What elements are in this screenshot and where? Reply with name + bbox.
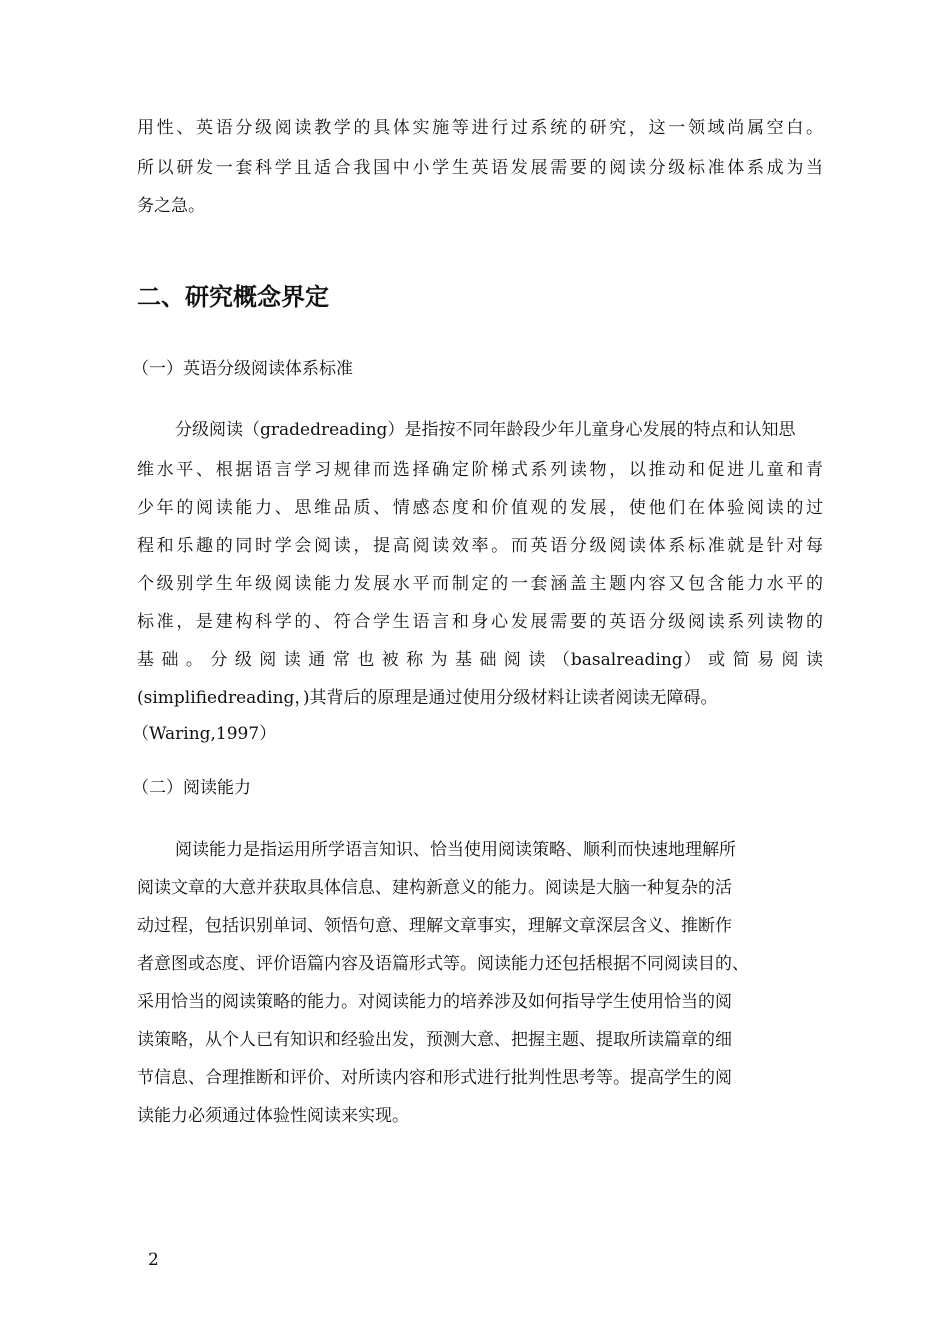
citation: （Waring,1997） <box>132 724 277 744</box>
paragraph-line: (simplifiedreading，)其背后的原理是通过使用分级材料让读者阅读无障碍。 <box>137 688 718 708</box>
subsection-title-2: （二）阅读能力 <box>132 778 251 798</box>
paragraph-line: 程和乐趣的同时学会阅读，提高阅读效率。而英语分级阅读体系标准就是针对每 <box>137 536 823 556</box>
section-heading: 二、研究概念界定 <box>137 283 329 311</box>
intro-line: 用性、英语分级阅读教学的具体实施等进行过系统的研究，这一领域尚属空白。 <box>137 118 823 138</box>
paragraph-line: 维水平、根据语言学习规律而选择确定阶梯式系列读物，以推动和促进儿童和青 <box>137 460 823 480</box>
paragraph-line: 阅读能力是指运用所学语言知识、恰当使用阅读策略、顺利而快速地理解所 <box>175 840 736 860</box>
paragraph-line: 者意图或态度、评价语篇内容及语篇形式等。阅读能力还包括根据不同阅读目的、 <box>137 954 749 974</box>
paragraph-line: 读能力必须通过体验性阅读来实现。 <box>137 1106 409 1126</box>
intro-line: 务之急。 <box>137 196 205 216</box>
page-number: 2 <box>148 1250 159 1270</box>
paragraph-line: 少年的阅读能力、思维品质、情感态度和价值观的发展，使他们在体验阅读的过 <box>137 498 823 518</box>
paragraph-line: 采用恰当的阅读策略的能力。对阅读能力的培养涉及如何指导学生使用恰当的阅 <box>137 992 732 1012</box>
paragraph-line: 读策略，从个人已有知识和经验出发，预测大意、把握主题、提取所读篇章的细 <box>137 1030 732 1050</box>
paragraph-line: 个级别学生年级阅读能力发展水平而制定的一套涵盖主题内容又包含能力水平的 <box>137 574 823 594</box>
paragraph-line: 节信息、合理推断和评价、对所读内容和形式进行批判性思考等。提高学生的阅 <box>137 1068 732 1088</box>
paragraph-line: 分级阅读（gradedreading）是指按不同年龄段少年儿童身心发展的特点和认知思 <box>175 420 796 440</box>
paragraph-line: 阅读文章的大意并获取具体信息、建构新意义的能力。阅读是大脑一种复杂的活 <box>137 878 732 898</box>
paragraph-line: 标准，是建构科学的、符合学生语言和身心发展需要的英语分级阅读系列读物的 <box>137 612 823 632</box>
paragraph-line: 基 础 。 分 级 阅 读 通 常 也 被 称 为 基 础 阅 读 （basalreading） 或 简 易 阅 读 <box>137 650 823 670</box>
subsection-title-1: （一）英语分级阅读体系标准 <box>132 359 353 379</box>
paragraph-line: 动过程，包括识别单词、领悟句意、理解文章事实，理解文章深层含义、推断作 <box>137 916 732 936</box>
intro-line: 所以研发一套科学且适合我国中小学生英语发展需要的阅读分级标准体系成为当 <box>137 158 823 178</box>
